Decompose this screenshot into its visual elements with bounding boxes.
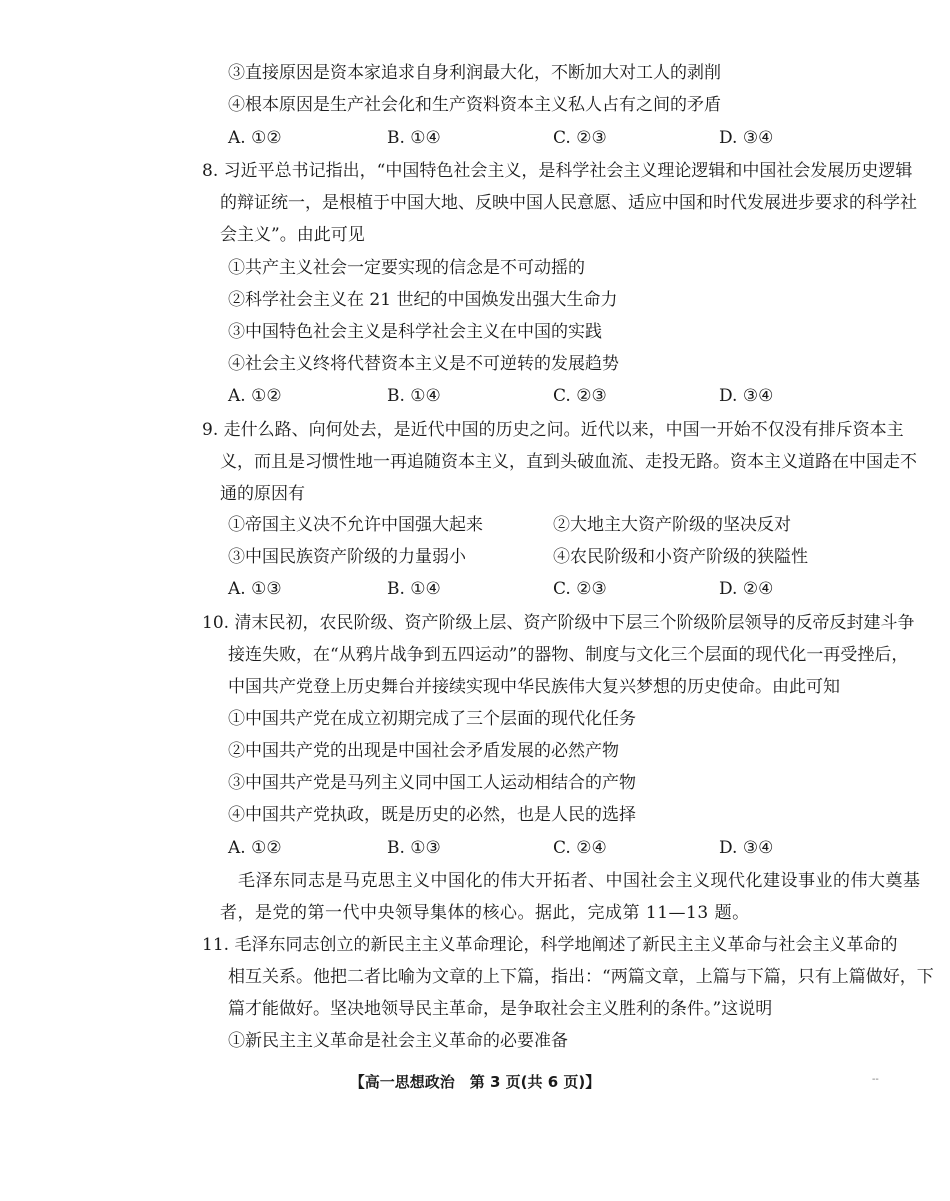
q7-options	[0, 127, 950, 149]
q10-stem-line-1: 10. 清末民初，农民阶级、资产阶级上层、资产阶级中下层三个阶级阶层领导的反帝反封建斗争	[202, 613, 915, 633]
q8-option-d: D. ③④	[719, 386, 774, 406]
q8-option-c: C. ②③	[553, 386, 607, 406]
q9-stem-line-3: 通的原因有	[220, 484, 305, 504]
q8-stem-line-2: 的辩证统一，是根植于中国大地、反映中国人民意愿、适应中国和时代发展进步要求的科学社	[220, 193, 917, 213]
q7-item-4: ④根本原因是生产社会化和生产资料资本主义私人占有之间的矛盾	[228, 95, 721, 115]
q11-stem-line-1: 11. 毛泽东同志创立的新民主主义革命理论，科学地阐述了新民主主义革命与社会主义革命的	[202, 935, 898, 955]
q11-item-1: ①新民主主义革命是社会主义革命的必要准备	[228, 1031, 568, 1051]
q11-stem-line-2: 相互关系。他把二者比喻为文章的上下篇，指出：“两篇文章，上篇与下篇，只有上篇做好，下	[228, 967, 934, 987]
q9-stem-line-2: 义，而且是习惯性地一再追随资本主义，直到头破血流、走投无路。资本主义道路在中国走不	[220, 452, 917, 472]
q10-options	[0, 837, 950, 859]
q9-item-3: ③中国民族资产阶级的力量弱小	[228, 547, 466, 567]
q7-option-c: C. ②③	[553, 128, 607, 148]
q8-option-a: A. ①②	[228, 386, 282, 406]
q9-item-4: ④农民阶级和小资产阶级的狭隘性	[553, 547, 808, 567]
q9-option-c: C. ②③	[553, 579, 607, 599]
q10-option-d: D. ③④	[719, 838, 774, 858]
q10-stem-line-2: 接连失败，在“从鸦片战争到五四运动”的器物、制度与文化三个层面的现代化一再受挫后，	[228, 645, 909, 665]
q9-option-a: A. ①③	[228, 579, 282, 599]
q7-option-d: D. ③④	[719, 128, 774, 148]
q8-item-4: ④社会主义终将代替资本主义是不可逆转的发展趋势	[228, 354, 619, 374]
q8-item-3: ③中国特色社会主义是科学社会主义在中国的实践	[228, 322, 602, 342]
q9-options	[0, 578, 950, 600]
q10-item-3: ③中国共产党是马列主义同中国工人运动相结合的产物	[228, 773, 636, 793]
q7-item-3: ③直接原因是资本家追求自身利润最大化，不断加大对工人的剥削	[228, 63, 721, 83]
q8-stem-line-3: 会主义”。由此可见	[220, 225, 365, 245]
scan-mark: --	[872, 1074, 879, 1085]
q10-item-4: ④中国共产党执政，既是历史的必然，也是人民的选择	[228, 805, 636, 825]
q10-stem-line-3: 中国共产党登上历史舞台并接续实现中华民族伟大复兴梦想的历史使命。由此可知	[228, 677, 840, 697]
q8-options	[0, 385, 950, 407]
material-line-2: 者，是党的第一代中央领导集体的核心。据此，完成第 11—13 题。	[220, 903, 750, 923]
q7-option-a: A. ①②	[228, 128, 282, 148]
q9-stem-line-1: 9. 走什么路、向何处去，是近代中国的历史之问。近代以来，中国一开始不仅没有排斥资本主	[202, 420, 904, 440]
q8-item-1: ①共产主义社会一定要实现的信念是不可动摇的	[228, 258, 585, 278]
q10-option-c: C. ②④	[553, 838, 607, 858]
q10-item-1: ①中国共产党在成立初期完成了三个层面的现代化任务	[228, 709, 636, 729]
q9-option-b: B. ①④	[387, 579, 441, 599]
q10-option-a: A. ①②	[228, 838, 282, 858]
material-line-1: 毛泽东同志是马克思主义中国化的伟大开拓者、中国社会主义现代化建设事业的伟大奠基	[238, 871, 921, 891]
q10-item-2: ②中国共产党的出现是中国社会矛盾发展的必然产物	[228, 741, 619, 761]
q8-item-2: ②科学社会主义在 21 世纪的中国焕发出强大生命力	[228, 290, 618, 310]
q9-item-1: ①帝国主义决不允许中国强大起来	[228, 515, 483, 535]
q7-option-b: B. ①④	[387, 128, 441, 148]
q10-option-b: B. ①③	[387, 838, 441, 858]
q9-option-d: D. ②④	[719, 579, 774, 599]
page-footer: 【高一思想政治 第 3 页(共 6 页)】	[349, 1073, 601, 1091]
q11-stem-line-3: 篇才能做好。坚决地领导民主革命，是争取社会主义胜利的条件。”这说明	[228, 999, 773, 1019]
q9-item-2: ②大地主大资产阶级的坚决反对	[553, 515, 791, 535]
q8-option-b: B. ①④	[387, 386, 441, 406]
q8-stem-line-1: 8. 习近平总书记指出，“中国特色社会主义，是科学社会主义理论逻辑和中国社会发展历史逻辑	[202, 161, 913, 181]
